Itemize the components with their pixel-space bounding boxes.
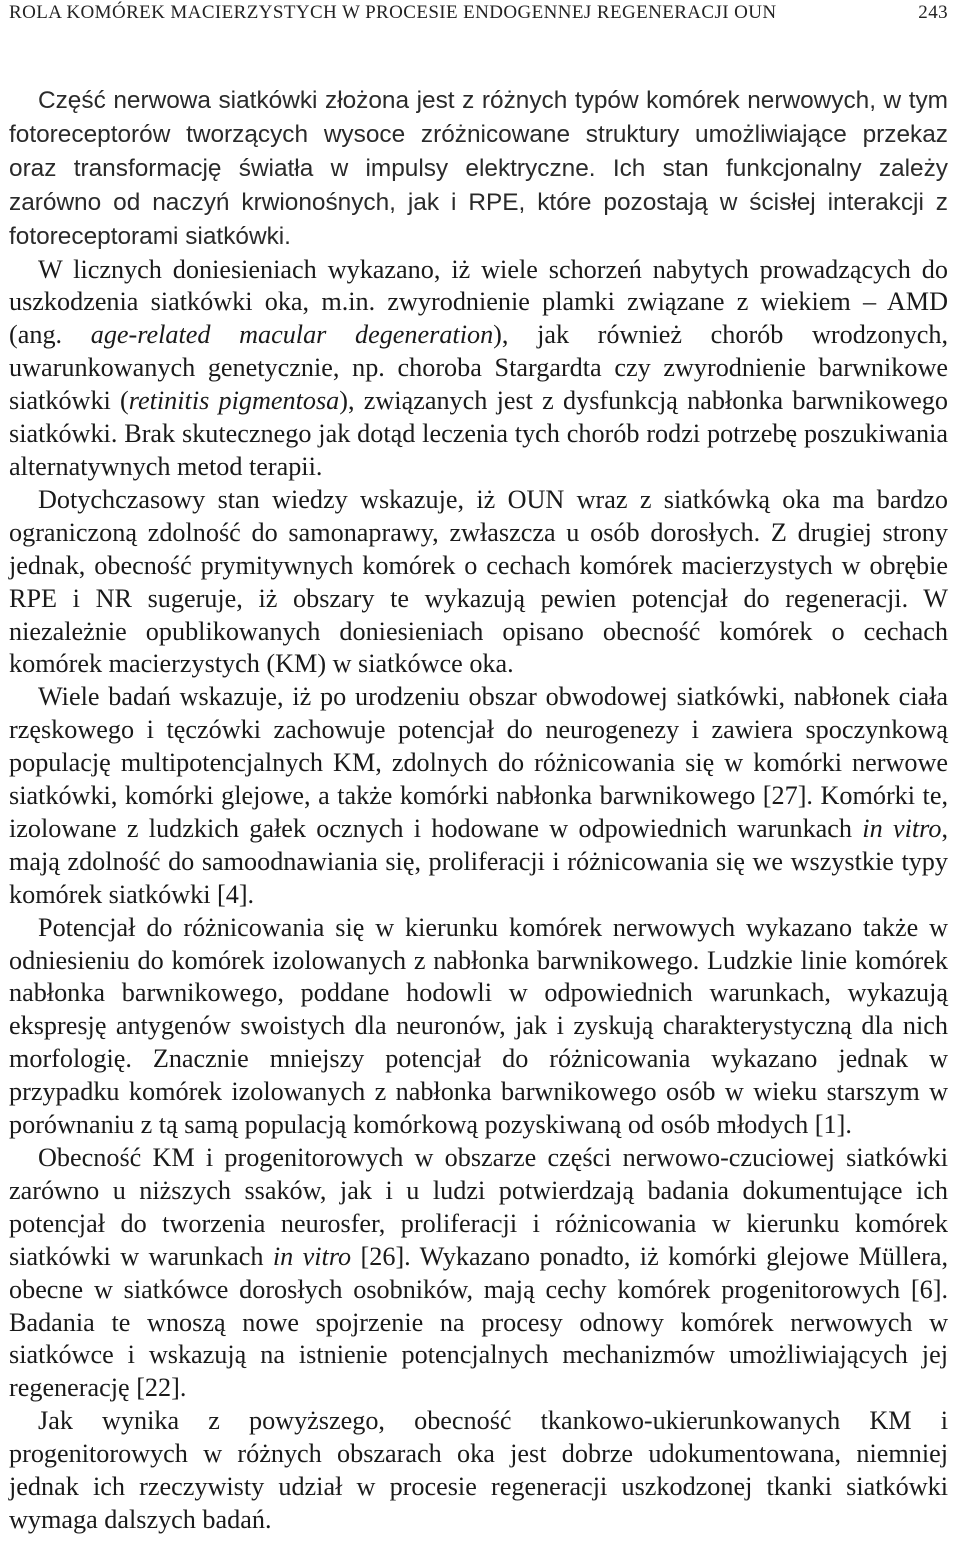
text-run: ), jak również chorób wrodzonych, uwarunkowanych genetycznie, np. choroba Stargardta czy zwyrodnienie barwnikowe siatkówki ( [9, 320, 948, 416]
running-header [9, 2, 948, 24]
text-run: Wiele badań wskazuje, iż po urodzeniu obszar obwodowej siatkówki, nabłonek ciała rzęskowego i tęczówki zachowuje potencjał do neurogenezy i zawiera spoczynkową populację multipotencjalnych KM, zdolnych do różnicowania się w komórki nerwowe siatkówki, komórki glejowe, a także komórki nabłonka barwnikowego [27]. Komórki te, izolowane z ludzkich gałek ocznych i hodowane w odpowiednich warunkach [9, 682, 948, 843]
paragraph [9, 1142, 948, 1405]
italic-text-run: retinitis pigmentosa [128, 386, 340, 416]
text-run: Obecność KM i progenitorowych w obszarze części nerwowo-czuciowej siatkówki zarówno u niższych ssaków, jak i u ludzi potwierdzają badania dokumentujące ich potencjał do tworzenia neurosfer, proliferacji i różnicowania w kierunku komórek siatkówki w warunkach [9, 1143, 948, 1271]
text-run: Dotychczasowy stan wiedzy wskazuje, iż OUN wraz z siatkówką oka ma bardzo ograniczoną zdolność do samonaprawy, zwłaszcza u osób dorosłych. Z drugiej strony jednak, obecność prymitywnych komórek o cechach komórek macierzystych w obrębie RPE i NR sugeruje, iż obszary te wykazują pewien potencjał do regeneracji. W niezależnie opublikowanych doniesieniach opisano obecność komórek o cechach komórek macierzystych (KM) w siatkówce oka. [9, 484, 948, 679]
page-number: 243 [918, 2, 948, 23]
text-run: [26]. Wykazano ponadto, iż komórki glejowe Müllera, obecne w siatkówce dorosłych osobników, mają cechy komórek progenitorowych [6]. Badania te wnoszą nowe spojrzenie na procesy odnowy komórek nerwowych w siatkówce i wskazują na istnienie potencjalnych mechanizmów umożliwiających jej regenerację [22]. [9, 1241, 949, 1403]
text-run: Potencjał do różnicowania się w kierunku komórek nerwowych wykazano także w odniesieniu do komórek izolowanych z nabłonka barwnikowego. Ludzkie linie komórek nabłonka barwnikowego, poddane hodowli w odpowiednich warunkach, wykazują ekspresję antygenów swoistych dla neuronów, jak i zyskują charakterystyczną dla nich morfologię. Znacznie mniejszy potencjał do różnicowania wykazano jednak w przypadku komórek izolowanych z nabłonka barwnikowego osób w wieku starszym w porównaniu z tą samą populacją komórkową pozyskiwaną od osób młodych [1]. [9, 912, 948, 1140]
paragraph [9, 912, 948, 1142]
paragraph [9, 1405, 948, 1537]
running-title: ROLA KOMÓREK MACIERZYSTYCH W PROCESIE ENDOGENNEJ REGENERACJI OUN [9, 2, 777, 23]
italic-text-run: in vitro [862, 813, 942, 843]
text-run: Ich stan funkcjonalny zależy zarówno od naczyń krwionośnych, jak i RPE, które pozostają w ścisłej interakcji z fotoreceptorami siatkówki. [9, 154, 949, 250]
body-text [9, 84, 948, 1537]
paragraph [9, 254, 948, 484]
italic-text-run: in vitro [272, 1241, 352, 1271]
text-run: Część nerwowa siatkówki złożona jest z różnych typów komórek nerwowych, w tym fotoreceptorów tworzących wysoce zróżnicowane struktury umożliwiające przekaz oraz transformację światła w impulsy elektryczne. [9, 87, 948, 182]
text-run: W licznych doniesieniach wykazano, iż wiele schorzeń nabytych prowadzących do uszkodzenia siatkówki oka, m.in. zwyrodnienie plamki związane z wiekiem – AMD (ang. [9, 254, 948, 350]
paragraph [9, 681, 948, 911]
text-run: Jak wynika z powyższego, obecność tkankowo-ukierunkowanych KM i progenitorowych w różnych obszarach oka jest dobrze udokumentowana, niemniej jednak ich rzeczywisty udział w procesie regeneracji uszkodzonej tkanki siatkówki wymaga dalszych badań. [9, 1406, 948, 1534]
text-run: ), związanych jest z dysfunkcją nabłonka barwnikowego siatkówki. Brak skutecznego jak dotąd leczenia tych chorób rodzi potrzebę poszukiwania alternatywnych metod terapii. [9, 386, 948, 481]
paragraph [9, 84, 948, 254]
paragraph [9, 484, 948, 681]
italic-text-run: age-related macular degeneration [90, 320, 494, 350]
text-run: , mają zdolność do samoodnawiania się, proliferacji i różnicowania się we wszystkie typy komórek siatkówki [4]. [9, 813, 948, 909]
